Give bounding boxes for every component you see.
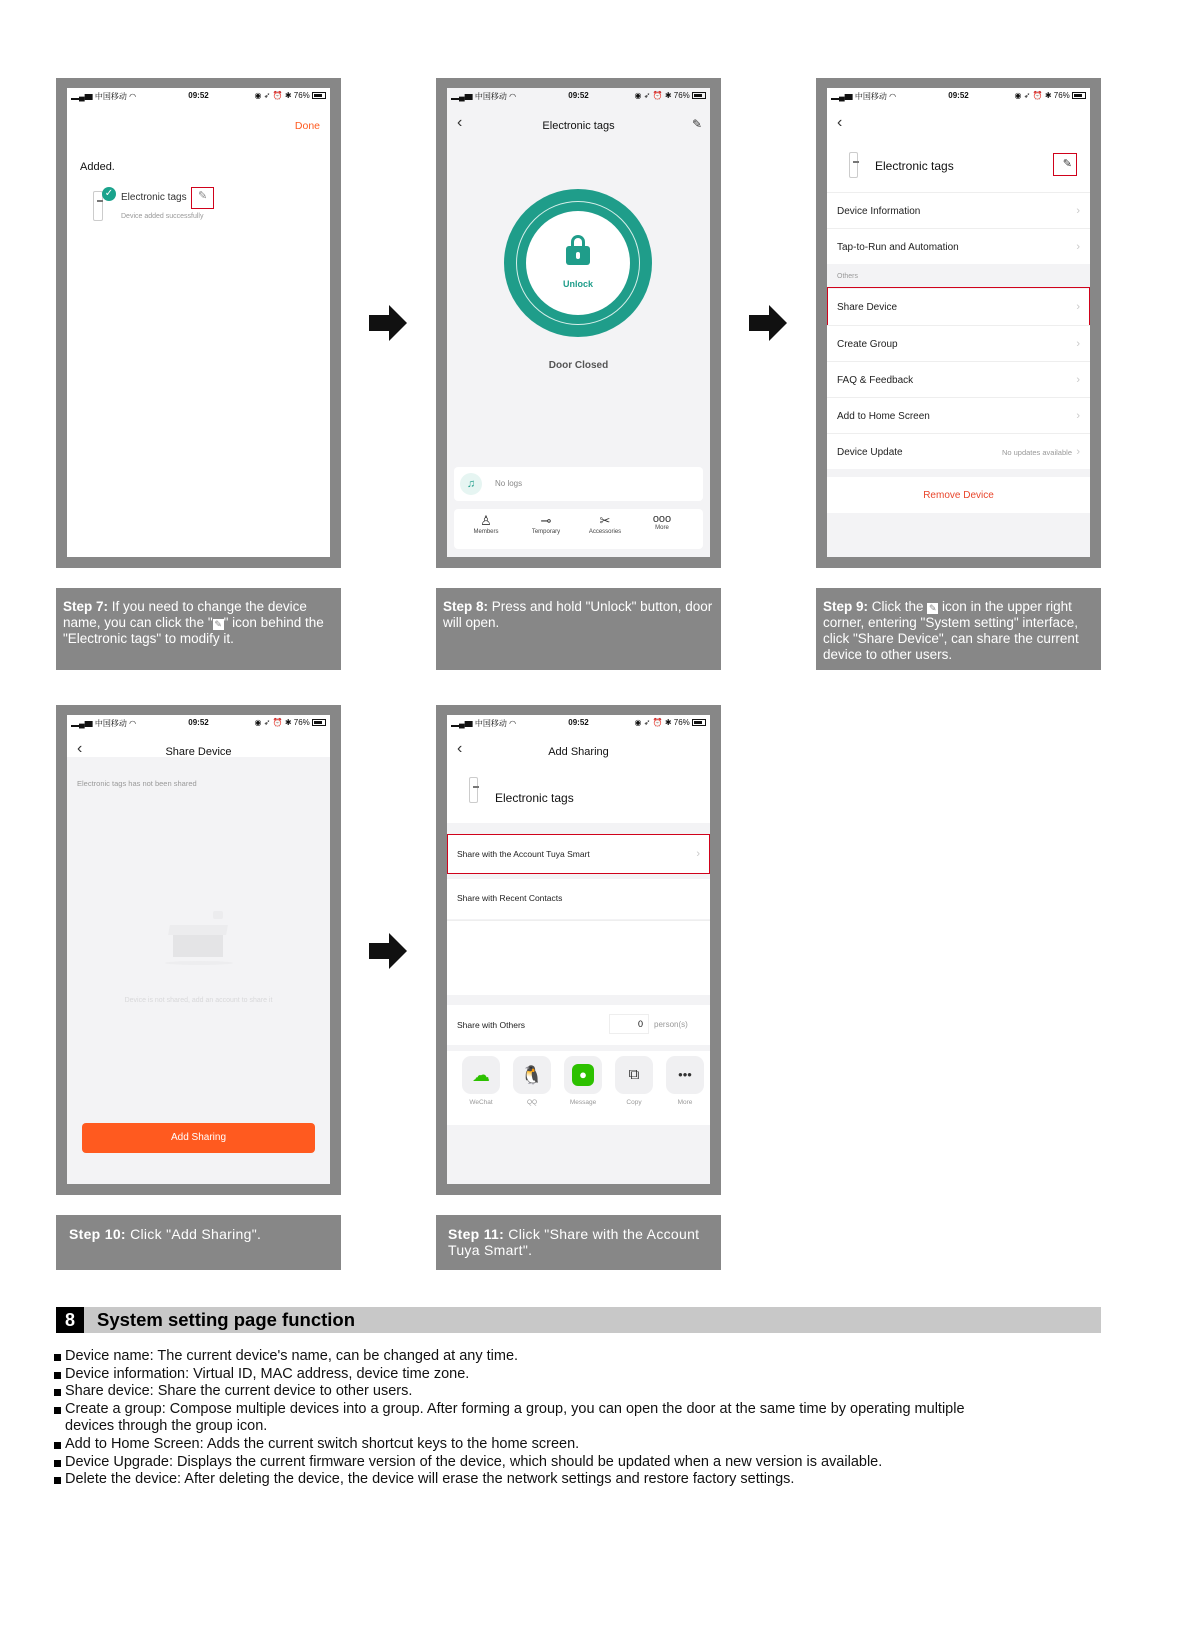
edit-icon: ✎: [929, 603, 937, 613]
remove-label: Remove Device: [923, 490, 994, 501]
device-name: Electronic tags: [875, 159, 954, 173]
step-text: Press and hold "Unlock" button, door will open.: [443, 599, 713, 630]
wifi-icon: ◠: [129, 719, 137, 728]
page-title: Share Device: [165, 746, 232, 758]
screenshot-frame-step7: [56, 78, 341, 568]
row-label: Share Device: [837, 302, 898, 313]
chevron-right-icon: ›: [696, 848, 700, 860]
phone-screen: [827, 88, 1090, 557]
chevron-right-icon: ›: [1076, 374, 1080, 386]
status-time: 09:52: [568, 718, 589, 727]
more-icon: ooo: [652, 513, 672, 525]
tab-label: Accessories: [588, 529, 622, 535]
share-device-highlight: [827, 287, 1090, 326]
nav-header: [447, 715, 710, 823]
share-recent-row[interactable]: [447, 879, 710, 919]
list-item: Device name: The current device's name, can be changed at any time.: [54, 1348, 965, 1366]
edit-icon[interactable]: ✎: [691, 117, 702, 131]
settings-row-tap-to-run[interactable]: [827, 228, 1090, 264]
arrow-right-icon: [369, 303, 409, 343]
battery-level: 76%: [673, 718, 690, 727]
battery-level: 76%: [293, 91, 310, 100]
edit-icon: ✎: [214, 619, 222, 629]
wifi-icon: ◠: [509, 719, 517, 728]
bell-icon: ♫: [460, 473, 482, 495]
screenshot-frame-step9: [816, 78, 1101, 568]
signal-icon: ▂▄▆: [451, 719, 473, 728]
battery-icon: [692, 92, 706, 99]
row-label: Share with the Account Tuya Smart: [457, 849, 590, 859]
device-status: Device added successfully: [121, 213, 204, 220]
status-icons: ◉ ➶ ⏰ ✱: [254, 91, 292, 100]
device-thumbnail: [469, 777, 478, 803]
battery-icon: [692, 719, 706, 726]
status-bar: [67, 88, 330, 102]
share-account-highlight: [447, 834, 710, 874]
key-icon: ⊸: [540, 513, 552, 528]
battery-level: 76%: [673, 91, 690, 100]
section-header: [56, 1307, 1101, 1333]
status-bar: [447, 715, 710, 729]
settings-row-device-update[interactable]: [827, 433, 1090, 469]
step-label: Step 7:: [63, 599, 109, 614]
no-logs-label: No logs: [495, 479, 523, 488]
signal-icon: ▂▄▆: [71, 719, 93, 728]
signal-icon: ▂▄▆: [71, 92, 93, 101]
battery-icon: [1072, 92, 1086, 99]
tab-more[interactable]: [640, 513, 684, 531]
share-qq[interactable]: [513, 1056, 551, 1106]
tools-icon: ✂: [599, 513, 611, 528]
chevron-right-icon: ›: [1076, 338, 1080, 350]
page-title: Electronic tags: [542, 120, 615, 132]
chevron-right-icon: ›: [1076, 410, 1080, 422]
wifi-icon: ◠: [889, 92, 897, 101]
row-label: Share with Others: [457, 1020, 526, 1030]
edit-icon-highlight: [191, 187, 214, 209]
more-icon: •••: [666, 1056, 704, 1094]
edit-icon[interactable]: ✎: [1062, 158, 1072, 170]
row-label: Share with Recent Contacts: [457, 893, 563, 903]
unlock-label: Unlock: [562, 279, 593, 289]
list-item: Device information: Virtual ID, MAC address, device time zone.: [54, 1366, 965, 1384]
done-button[interactable]: Done: [294, 120, 320, 132]
device-thumbnail: [849, 152, 858, 178]
unlock-button[interactable]: [526, 211, 630, 315]
settings-row-create-group[interactable]: [827, 325, 1090, 361]
success-check-icon: ✓: [102, 187, 116, 201]
others-section-label: Others: [837, 273, 859, 280]
tab-label: Members: [473, 529, 499, 535]
feature-list: [54, 1348, 965, 1489]
status-time: 09:52: [188, 718, 209, 727]
app-label: WeChat: [469, 1099, 493, 1106]
carrier: 中国移动: [854, 92, 887, 101]
status-icons: ◉ ➶ ⏰ ✱: [254, 718, 292, 727]
settings-row-home-screen[interactable]: [827, 397, 1090, 433]
list-item: Delete the device: After deleting the device, the device will erase the network settings and restore factory settings.: [54, 1471, 965, 1489]
phone-screen: [67, 715, 330, 1184]
chevron-right-icon: ›: [1076, 205, 1080, 217]
list-item: Add to Home Screen: Adds the current switch shortcut keys to the home screen.: [54, 1436, 965, 1454]
step-text: " icon behind the "Electronic tags" to modify it.: [63, 615, 324, 646]
list-item: Device Upgrade: Displays the current firmware version of the device, which should be updated when a new version is available.: [54, 1454, 965, 1472]
status-time: 09:52: [188, 91, 209, 100]
logs-card[interactable]: [454, 467, 703, 501]
count-input[interactable]: 0: [609, 1014, 649, 1034]
share-others-row: [447, 1005, 710, 1045]
signal-icon: ▂▄▆: [831, 92, 853, 101]
screenshot-frame-step11: [436, 705, 721, 1195]
padlock-icon: [566, 235, 590, 265]
add-sharing-button[interactable]: Add Sharing: [82, 1123, 315, 1153]
status-icons: ◉ ➶ ⏰ ✱: [634, 91, 672, 100]
chevron-right-icon: ›: [1076, 241, 1080, 253]
app-label: QQ: [526, 1099, 538, 1106]
count-unit: person(s): [654, 1020, 688, 1029]
caption-step10: [56, 1215, 341, 1270]
share-wechat[interactable]: [462, 1056, 500, 1106]
device-name: Electronic tags: [495, 791, 574, 805]
status-bar: [827, 88, 1090, 102]
status-bar: [447, 88, 710, 102]
battery-icon: [312, 719, 326, 726]
caption-step8: [436, 588, 721, 670]
step-text: Click "Share with the Account Tuya Smart".: [448, 1226, 700, 1258]
status-bar: [67, 715, 330, 729]
status-icons: ◉ ➶ ⏰ ✱: [1014, 91, 1052, 100]
step-label: Step 11:: [448, 1226, 505, 1242]
app-label: Copy: [626, 1099, 642, 1106]
caption-step9: [816, 588, 1101, 670]
status-icons: ◉ ➶ ⏰ ✱: [634, 718, 672, 727]
screenshot-frame-step10: [56, 705, 341, 1195]
settings-row-faq[interactable]: [827, 361, 1090, 397]
list-item-continuation: devices through the group icon.: [65, 1418, 268, 1435]
edit-icon[interactable]: ✎: [198, 190, 208, 202]
phone-screen: [67, 88, 330, 557]
device-header: [827, 102, 1090, 192]
update-status: No updates available: [1001, 448, 1072, 457]
signal-icon: ▂▄▆: [451, 92, 473, 101]
row-label: Add to Home Screen: [837, 411, 930, 422]
battery-icon: [312, 92, 326, 99]
app-label: Message: [569, 1099, 597, 1106]
status-time: 09:52: [568, 91, 589, 100]
qq-icon: 🐧: [513, 1056, 551, 1094]
battery-level: 76%: [1053, 91, 1070, 100]
members-icon: ♙: [480, 513, 492, 528]
tab-accessories[interactable]: [580, 513, 630, 535]
status-time: 09:52: [948, 91, 969, 100]
tab-label: Temporary: [531, 529, 561, 535]
caption-step7: [56, 588, 341, 670]
empty-box-illustration: [165, 911, 235, 971]
share-apps-panel: [447, 1051, 710, 1125]
share-more[interactable]: [666, 1056, 704, 1106]
caption-step11: [436, 1215, 721, 1270]
message-icon: ●: [564, 1056, 602, 1094]
step-label: Step 8:: [443, 599, 489, 614]
recent-contacts-area: [447, 920, 710, 995]
tab-label: More: [655, 525, 669, 531]
row-label: Device Update: [837, 447, 903, 458]
step-text: Click "Add Sharing".: [125, 1226, 262, 1242]
step-label: Step 9:: [823, 599, 869, 614]
carrier: 中国移动: [94, 719, 127, 728]
battery-level: 76%: [293, 718, 310, 727]
step-text: Click the: [868, 599, 928, 614]
empty-hint: Device is not shared, add an account to share it: [124, 997, 273, 1004]
share-copy[interactable]: [615, 1056, 653, 1106]
copy-icon: ⧉: [615, 1056, 653, 1094]
not-shared-note: Electronic tags has not been shared: [77, 779, 197, 788]
row-label: Create Group: [837, 339, 898, 350]
screenshot-frame-step8: [436, 78, 721, 568]
list-item: Create a group: Compose multiple devices into a group. After forming a group, you can open the door at the same time by operating multiple: [54, 1401, 965, 1419]
chevron-right-icon: ›: [1076, 446, 1080, 458]
row-label: Tap-to-Run and Automation: [837, 242, 959, 253]
wifi-icon: ◠: [129, 92, 137, 101]
back-arrow-icon[interactable]: ‹: [77, 740, 83, 757]
phone-screen: [447, 88, 710, 557]
tab-members[interactable]: [464, 513, 508, 535]
settings-row-device-information[interactable]: [827, 192, 1090, 228]
carrier: 中国移动: [474, 92, 507, 101]
arrow-right-icon: [369, 931, 409, 971]
share-message[interactable]: [564, 1056, 602, 1106]
back-arrow-icon[interactable]: ‹: [837, 114, 843, 131]
device-name: Electronic tags: [121, 192, 187, 203]
carrier: 中国移动: [474, 719, 507, 728]
step-text: If you need to change the device name, you can click the ": [63, 599, 307, 630]
chevron-right-icon: ›: [1076, 301, 1080, 313]
door-state: Door Closed: [548, 360, 609, 371]
remove-device-button[interactable]: [827, 477, 1090, 513]
row-label: Device Information: [837, 206, 921, 217]
app-label: More: [677, 1099, 693, 1106]
step-text: icon in the upper right corner, entering "System setting" interface, click "Share Device", can share the current device to other users.: [823, 599, 1079, 662]
row-label: FAQ & Feedback: [837, 375, 914, 386]
arrow-right-icon: [749, 303, 789, 343]
back-arrow-icon[interactable]: ‹: [457, 740, 463, 757]
page-title: Add Sharing: [548, 746, 609, 758]
wifi-icon: ◠: [509, 92, 517, 101]
edit-icon-highlight: [1053, 153, 1077, 176]
carrier: 中国移动: [94, 92, 127, 101]
back-arrow-icon[interactable]: ‹: [457, 114, 463, 131]
phone-screen: [447, 715, 710, 1184]
bottom-toolbar: [454, 509, 703, 549]
section-title: System setting page function: [97, 1309, 356, 1330]
list-item: Share device: Share the current device to other users.: [54, 1383, 965, 1401]
wechat-icon: ☁: [462, 1056, 500, 1094]
section-number: 8: [56, 1307, 84, 1333]
added-heading: Added.: [80, 161, 115, 173]
step-label: Step 10:: [69, 1226, 126, 1242]
tab-temporary[interactable]: [524, 513, 568, 535]
